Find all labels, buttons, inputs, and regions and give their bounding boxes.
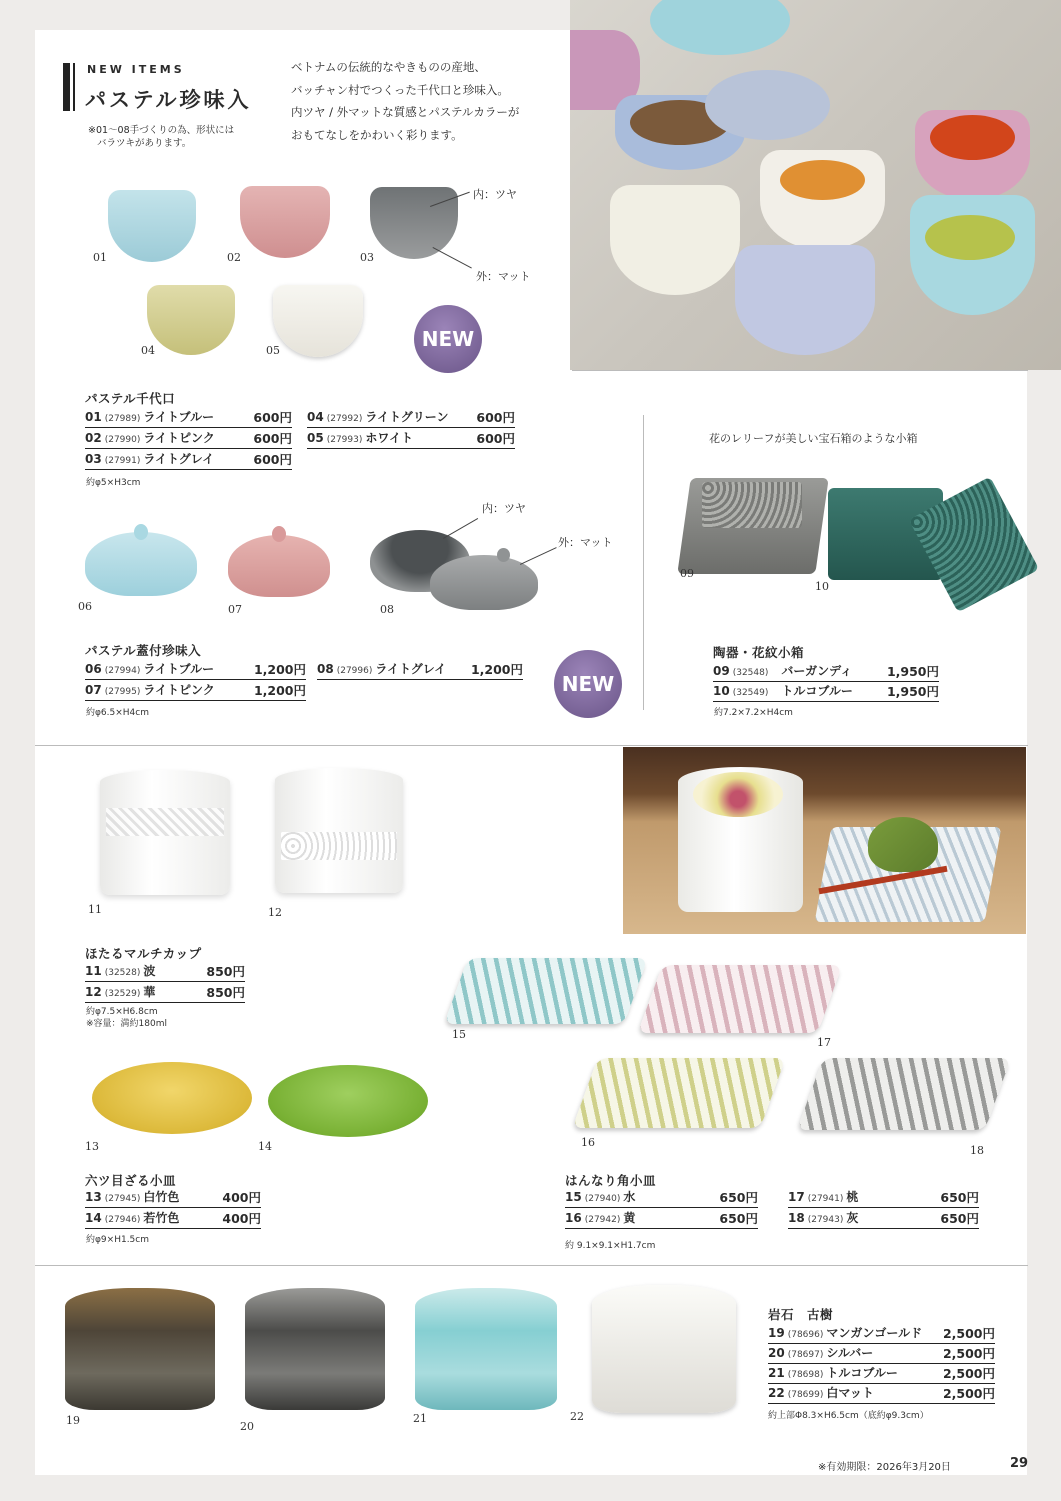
item-price: 400円 (222, 1190, 261, 1205)
item-name: 黄 (623, 1211, 636, 1225)
item-name: 若竹色 (143, 1211, 180, 1225)
item-price: 1,200円 (253, 683, 306, 698)
item-name: ライトピンク (143, 683, 215, 697)
item-number: 01 (85, 410, 102, 424)
validity-note: ※有効期限：2026年3月20日 (818, 1462, 951, 1473)
item-number: 02 (85, 431, 102, 445)
plate-18-icon (797, 1058, 1011, 1130)
dimensions-line: ※容量：満約180ml (86, 1019, 167, 1029)
image-label-21: 21 (413, 1412, 427, 1425)
price-row (307, 429, 515, 449)
item-code: (27990) (104, 435, 141, 445)
item-number: 18 (788, 1211, 805, 1225)
item-price: 850円 (206, 985, 245, 1000)
image-label-03: 03 (360, 251, 374, 264)
hero-photo (570, 0, 1061, 370)
product-title-iwaishi: 岩石 古樹 (768, 1307, 834, 1322)
item-price: 650円 (940, 1211, 979, 1226)
periwinkle-bowl-icon (735, 245, 875, 355)
image-label-15: 15 (452, 1028, 466, 1041)
cream-bowl-icon (610, 185, 740, 295)
item-code: (78699) (787, 1390, 824, 1400)
image-label-19: 19 (66, 1414, 80, 1427)
item-number: 05 (307, 431, 324, 445)
cup-12-icon (275, 768, 403, 893)
image-label-22: 22 (570, 1410, 584, 1423)
item-code: (32528) (104, 968, 141, 978)
item-price: 2,500円 (942, 1346, 995, 1361)
item-number: 19 (768, 1326, 785, 1340)
item-number: 16 (565, 1211, 582, 1225)
item-name: 白竹色 (143, 1190, 180, 1204)
image-label-10: 10 (815, 580, 829, 593)
flower-relief-icon (702, 482, 802, 528)
item-price: 650円 (719, 1211, 758, 1226)
price-row (768, 1324, 995, 1344)
item-code: (27942) (584, 1215, 621, 1225)
price-row (85, 962, 245, 982)
item-price: 2,500円 (942, 1386, 995, 1401)
product-title-lidded: パステル蓋付珍味入 (85, 643, 202, 658)
stand-20-icon (245, 1288, 385, 1410)
gray-lid-icon (705, 70, 830, 140)
item-code: (32529) (104, 989, 141, 999)
item-name: ライトグレイ (375, 662, 447, 676)
item-name: ライトグレイ (143, 452, 215, 466)
annotation-inner-gloss: 内：ツヤ (473, 188, 517, 201)
item-price: 600円 (253, 410, 292, 425)
knob-icon (134, 524, 148, 540)
price-row (85, 450, 292, 470)
header-bar-icon (63, 63, 70, 111)
item-code: (27991) (104, 456, 141, 466)
flower-pattern-icon (281, 832, 397, 860)
item-code: (27940) (584, 1194, 621, 1204)
price-row (85, 983, 245, 1003)
product-title-flower-box: 陶器・花紋小箱 (713, 645, 805, 660)
item-price: 600円 (253, 431, 292, 446)
item-code: (27992) (326, 414, 363, 424)
item-name: ライトグリーン (365, 410, 449, 424)
price-row (85, 681, 306, 701)
price-row (85, 660, 306, 680)
lattice-pattern-icon (106, 808, 224, 836)
product-title-chiyoguchi: パステル千代口 (85, 391, 176, 406)
item-name: シルバー (826, 1346, 874, 1360)
item-price: 1,950円 (886, 684, 939, 699)
annotation-outer-matte: 外：マット (476, 270, 531, 283)
price-row (768, 1384, 995, 1404)
divider (643, 415, 644, 710)
item-name: 桃 (846, 1190, 859, 1204)
product-title-hannari: はんなり角小皿 (565, 1173, 657, 1188)
dessert-icon (693, 772, 783, 817)
item-number: 06 (85, 662, 102, 676)
item-code: (32548) (732, 668, 769, 678)
price-row (768, 1344, 995, 1364)
divider (35, 745, 1028, 746)
item-code: (78698) (787, 1370, 824, 1380)
dimensions: 約7.2×7.2×H4cm (714, 708, 793, 718)
image-label-06: 06 (78, 600, 92, 613)
item-number: 08 (317, 662, 334, 676)
price-row (565, 1188, 758, 1208)
price-row (307, 408, 515, 428)
price-row (713, 662, 939, 682)
item-number: 09 (713, 664, 730, 678)
item-price: 600円 (476, 431, 515, 446)
item-code: (27994) (104, 666, 141, 676)
item-price: 650円 (940, 1190, 979, 1205)
plate-15-icon (444, 958, 648, 1024)
image-label-12: 12 (268, 906, 282, 919)
item-name: ライトピンク (143, 431, 215, 445)
plate-14-icon (268, 1065, 428, 1137)
item-price: 2,500円 (942, 1366, 995, 1381)
dimensions (86, 1006, 167, 1030)
item-number: 12 (85, 985, 102, 999)
handmade-note-line: バラツキがあります。 (97, 138, 192, 149)
header-bar-thin-icon (73, 63, 75, 111)
carrot-food-icon (780, 160, 865, 200)
image-label-09: 09 (680, 567, 694, 580)
annotation-inner-gloss: 内：ツヤ (482, 502, 526, 515)
item-name: 水 (623, 1190, 636, 1204)
image-label-07: 07 (228, 603, 242, 616)
item-number: 03 (85, 452, 102, 466)
item-price: 650円 (719, 1190, 758, 1205)
flower-box-caption: 花のレリーフが美しい宝石箱のような小箱 (709, 432, 918, 445)
new-badge: NEW (554, 650, 622, 718)
description-line: おもてなしをかわいく彩ります。 (291, 127, 463, 142)
price-row (317, 660, 523, 680)
image-label-01: 01 (93, 251, 107, 264)
cup-photo (623, 747, 1026, 934)
divider (35, 1265, 1028, 1266)
item-name: マンガンゴールド (826, 1326, 923, 1340)
item-price: 2,500円 (942, 1326, 995, 1341)
item-price: 1,200円 (253, 662, 306, 677)
item-number: 11 (85, 964, 102, 978)
price-row (713, 682, 939, 702)
item-number: 20 (768, 1346, 785, 1360)
item-code: (27993) (326, 435, 363, 445)
dimensions: 約φ6.5×H4cm (86, 708, 150, 718)
blue-lid-icon (650, 0, 790, 55)
item-number: 07 (85, 683, 102, 697)
lidded-07-icon (228, 535, 330, 597)
item-number: 22 (768, 1386, 785, 1400)
item-code: (78697) (787, 1350, 824, 1360)
price-row (565, 1209, 758, 1229)
stand-19-icon (65, 1288, 215, 1410)
page-title: パステル珍味入 (85, 88, 252, 112)
item-name: 白マット (826, 1386, 874, 1400)
item-name: トルコブルー (781, 684, 853, 698)
plate-17-icon (638, 965, 843, 1033)
item-code: (32549) (732, 688, 769, 698)
item-name: 波 (143, 964, 156, 978)
lidded-06-icon (85, 532, 197, 596)
item-name: ホワイト (365, 431, 413, 445)
image-label-13: 13 (85, 1140, 99, 1153)
item-number: 13 (85, 1190, 102, 1204)
header-kicker: NEW ITEMS (87, 63, 185, 76)
annotation-outer-matte: 外：マット (558, 536, 613, 549)
item-name: ライトブルー (143, 410, 215, 424)
item-number: 14 (85, 1211, 102, 1225)
image-label-11: 11 (88, 903, 102, 916)
plate-13-icon (92, 1062, 252, 1134)
product-title-hotaru: ほたるマルチカップ (85, 946, 202, 961)
description-line: バッチャン村でつくった千代口と珍味入。 (291, 82, 509, 97)
item-code: (27989) (104, 414, 141, 424)
image-label-16: 16 (581, 1136, 595, 1149)
price-row (788, 1209, 979, 1229)
divider (572, 370, 1028, 371)
item-code: (27946) (104, 1215, 141, 1225)
item-price: 850円 (206, 964, 245, 979)
price-row (85, 1209, 261, 1229)
image-label-20: 20 (240, 1420, 254, 1433)
image-label-02: 02 (227, 251, 241, 264)
description-line: ベトナムの伝統的なやきものの産地、 (291, 60, 486, 74)
item-price: 1,200円 (470, 662, 523, 677)
dimensions-line: 約φ7.5×H6.8cm (86, 1007, 158, 1017)
wagashi-icon (868, 817, 938, 872)
image-label-14: 14 (258, 1140, 272, 1153)
item-name: トルコブルー (826, 1366, 898, 1380)
dimensions: 約φ9×H1.5cm (86, 1235, 150, 1245)
item-code: (27945) (104, 1194, 141, 1204)
item-number: 15 (565, 1190, 582, 1204)
page-number: 29 (1010, 1456, 1029, 1471)
price-row (85, 1188, 261, 1208)
item-code: (27995) (104, 687, 141, 697)
image-label-04: 04 (141, 344, 155, 357)
item-price: 1,950円 (886, 664, 939, 679)
new-badge: NEW (414, 305, 482, 373)
item-name: バーガンディ (781, 664, 853, 678)
handmade-note-line: ※01～08手づくりの為、形状には (88, 125, 235, 136)
price-row (768, 1364, 995, 1384)
description-line: 内ツヤ / 外マットな質感とパステルカラーが (291, 105, 520, 119)
tomato-food-icon (930, 115, 1015, 160)
item-number: 04 (307, 410, 324, 424)
item-name: ライトブルー (143, 662, 215, 676)
price-row (788, 1188, 979, 1208)
price-row (85, 429, 292, 449)
image-label-08: 08 (380, 603, 394, 616)
handmade-note (88, 124, 234, 150)
item-number: 21 (768, 1366, 785, 1380)
dimensions: 約 9.1×9.1×H1.7cm (565, 1241, 656, 1251)
item-price: 400円 (222, 1211, 261, 1226)
item-name: 灰 (846, 1211, 859, 1225)
vegetable-food-icon (925, 215, 1015, 260)
item-number: 17 (788, 1190, 805, 1204)
item-price: 600円 (253, 452, 292, 467)
item-price: 600円 (476, 410, 515, 425)
dimensions: 約上部Φ8.3×H6.5cm（底約φ9.3cm） (768, 1411, 929, 1421)
knob-icon (272, 526, 286, 542)
item-code: (27996) (336, 666, 373, 676)
knob-icon (497, 548, 510, 562)
item-name: 華 (143, 985, 156, 999)
plate-16-icon (572, 1058, 785, 1128)
price-row (85, 408, 292, 428)
image-label-18: 18 (970, 1144, 984, 1157)
dimensions: 約φ5×H3cm (86, 478, 141, 488)
description (291, 56, 519, 146)
item-code: (27941) (807, 1194, 844, 1204)
item-number: 10 (713, 684, 730, 698)
product-title-rokutsume: 六ツ目ざる小皿 (85, 1173, 177, 1188)
image-label-05: 05 (266, 344, 280, 357)
item-code: (78696) (787, 1330, 824, 1340)
stand-22-icon (592, 1285, 736, 1413)
stand-21-icon (415, 1288, 557, 1410)
image-label-17: 17 (817, 1036, 831, 1049)
item-code: (27943) (807, 1215, 844, 1225)
